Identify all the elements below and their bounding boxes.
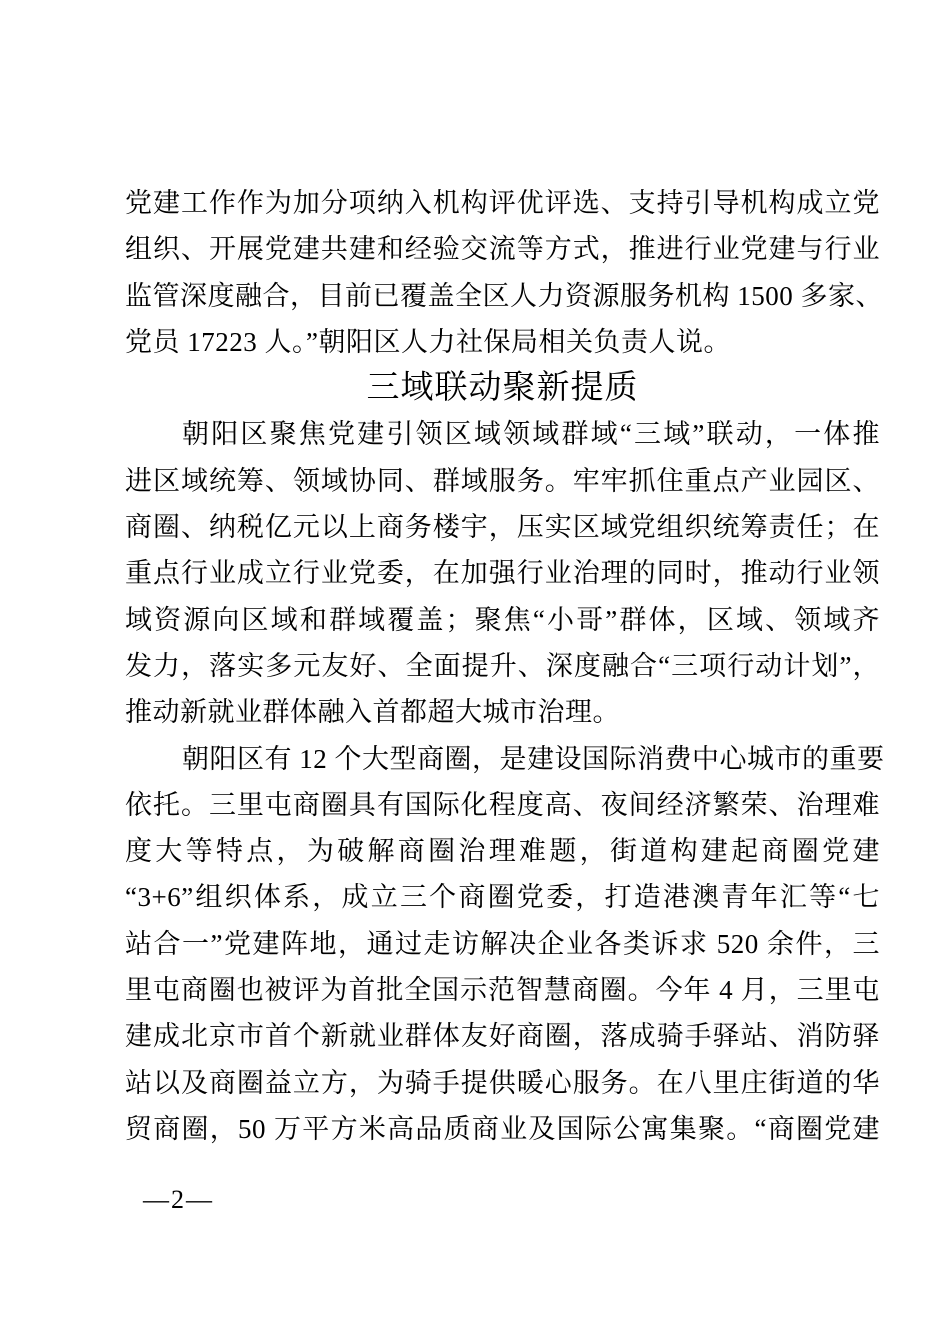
section-heading: 三域联动聚新提质 <box>366 370 639 407</box>
paragraph-line: 进区域统筹、领域协同、群域服务。牢牢抓住重点产业园区、 <box>125 465 880 496</box>
paragraph-line: 朝阳区有 12 个大型商圈，是建设国际消费中心城市的重要 <box>182 743 885 774</box>
paragraph-line: 站合一”党建阵地，通过走访解决企业各类诉求 520 余件，三 <box>125 928 880 959</box>
paragraph-line: 推动新就业群体融入首都超大城市治理。 <box>125 697 620 728</box>
paragraph-line: 站以及商圈益立方，为骑手提供暖心服务。在八里庄街道的华 <box>125 1067 880 1098</box>
paragraph-line: 发力，落实多元友好、全面提升、深度融合“三项行动计划”， <box>125 650 880 681</box>
paragraph-line: 组织、开展党建共建和经验交流等方式，推进行业党建与行业 <box>125 234 880 265</box>
page-number: —2— <box>143 1185 214 1214</box>
paragraph-line: 域资源向区域和群域覆盖；聚焦“小哥”群体，区域、领域齐 <box>125 604 880 635</box>
paragraph-line: 党员 17223 人。”朝阳区人力社保局相关负责人说。 <box>125 326 731 357</box>
paragraph-line: 贸商圈，50 万平方米高品质商业及国际公寓集聚。“商圈党建 <box>125 1113 880 1144</box>
paragraph-line: 重点行业成立行业党委，在加强行业治理的同时，推动行业领 <box>125 558 880 589</box>
document-body <box>125 180 885 1152</box>
paragraph-line: “3+6”组织体系，成立三个商圈党委，打造港澳青年汇等“七 <box>125 882 880 913</box>
paragraph-line: 监管深度融合，目前已覆盖全区人力资源服务机构 1500 多家、 <box>125 280 883 311</box>
paragraph-line: 里屯商圈也被评为首批全国示范智慧商圈。今年 4 月，三里屯 <box>125 975 880 1006</box>
paragraph-line: 依托。三里屯商圈具有国际化程度高、夜间经济繁荣、治理难 <box>125 789 880 820</box>
paragraph-line: 度大等特点，为破解商圈治理难题，街道构建起商圈党建 <box>125 836 880 867</box>
paragraph-line: 建成北京市首个新就业群体友好商圈，落成骑手驿站、消防驿 <box>125 1021 880 1052</box>
paragraph-line: 商圈、纳税亿元以上商务楼宇，压实区域党组织统筹责任；在 <box>125 512 880 543</box>
paragraph-line: 党建工作作为加分项纳入机构评优评选、支持引导机构成立党 <box>125 188 880 218</box>
paragraph-line: 朝阳区聚焦党建引领区域领域群域“三域”联动，一体推 <box>182 419 880 450</box>
